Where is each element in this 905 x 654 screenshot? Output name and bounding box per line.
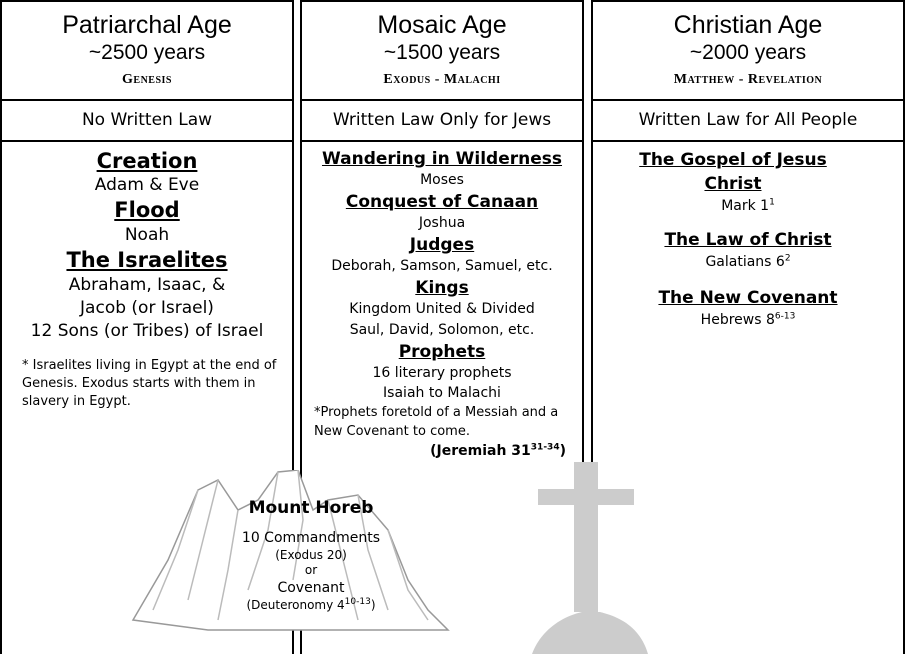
- age-books: Genesis: [122, 72, 172, 87]
- entry-detail: Joshua: [418, 215, 466, 231]
- entry-detail: Galatians $6^2$: [705, 253, 791, 270]
- entry-detail: Moses: [420, 172, 464, 188]
- entry-heading: Wandering in Wilderness: [321, 149, 563, 169]
- entry-heading: The New Covenant: [658, 288, 838, 308]
- horeb-line: (Deuteronomy 4$^{10-13}$): [246, 597, 376, 612]
- age-years: ~2500 years: [88, 41, 206, 64]
- age-title: Christian Age: [673, 11, 823, 39]
- entry-heading: The Israelites: [66, 248, 228, 272]
- entry-detail: Adam & Eve: [94, 175, 200, 195]
- entry-heading: Prophets: [398, 342, 486, 362]
- entry-detail-line: Jacob (or Israel): [80, 298, 214, 318]
- entry-heading: Flood: [114, 198, 180, 222]
- entry-detail-line: 16 literary prophets: [372, 365, 512, 381]
- law-status: No Written Law: [2, 101, 292, 142]
- entry-detail: Hebrews 8$^{6-13}$: [700, 311, 796, 328]
- horeb-title: Mount Horeb: [248, 498, 374, 518]
- column-header: [2, 0, 292, 101]
- column-body: [2, 148, 292, 411]
- age-books: Exodus - Malachi: [383, 72, 501, 87]
- entry-detail: Deborah, Samson, Samuel, etc.: [331, 258, 553, 274]
- horeb-line: Covenant: [277, 580, 345, 596]
- age-title: Patriarchal Age: [62, 11, 232, 39]
- law-status: Written Law for All People: [593, 101, 903, 142]
- column-body: [593, 148, 903, 330]
- footnote: * Israelites living in Egypt at the end of Genesis. Exodus starts with them in slavery in Egypt.: [22, 358, 277, 409]
- age-years: ~2000 years: [689, 41, 807, 64]
- entry-heading: The Law of Christ: [664, 230, 832, 250]
- law-status: Written Law Only for Jews: [302, 101, 582, 142]
- age-books: Matthew - Revelation: [673, 72, 823, 87]
- footnote: *Prophets foretold of a Messiah and a New Covenant to come.: [314, 405, 559, 439]
- column-header: [302, 0, 582, 101]
- entry-heading: Kings: [415, 278, 469, 298]
- entry-detail-line: Isaiah to Malachi: [383, 385, 501, 401]
- entry-heading: Creation: [96, 149, 198, 173]
- horeb-line: 10 Commandments: [241, 530, 381, 546]
- horeb-line: or: [304, 563, 318, 577]
- entry-heading: Judges: [409, 235, 475, 255]
- age-years: ~1500 years: [383, 41, 501, 64]
- entry-detail-line: Abraham, Isaac, &: [68, 275, 226, 295]
- mount-horeb-caption: [198, 496, 424, 612]
- entry-detail: Mark $1^1$: [721, 197, 775, 214]
- age-title: Mosaic Age: [377, 11, 507, 39]
- horeb-line: (Exodus 20): [275, 548, 347, 562]
- column-body: [302, 148, 582, 461]
- entry-detail-line: 12 Sons (or Tribes) of Israel: [30, 321, 264, 341]
- entry-detail-line: Saul, David, Solomon, etc.: [349, 322, 535, 338]
- entry-detail: Noah: [124, 225, 170, 245]
- scripture-reference: (Jeremiah 31$^{31-34}$): [430, 442, 566, 459]
- column-header: [593, 0, 903, 101]
- entry-heading: Conquest of Canaan: [345, 192, 539, 212]
- entry-heading: The Gospel of Jesus Christ: [639, 150, 827, 194]
- cross-icon: [530, 462, 660, 654]
- entry-detail-line: Kingdom United & Divided: [349, 301, 535, 317]
